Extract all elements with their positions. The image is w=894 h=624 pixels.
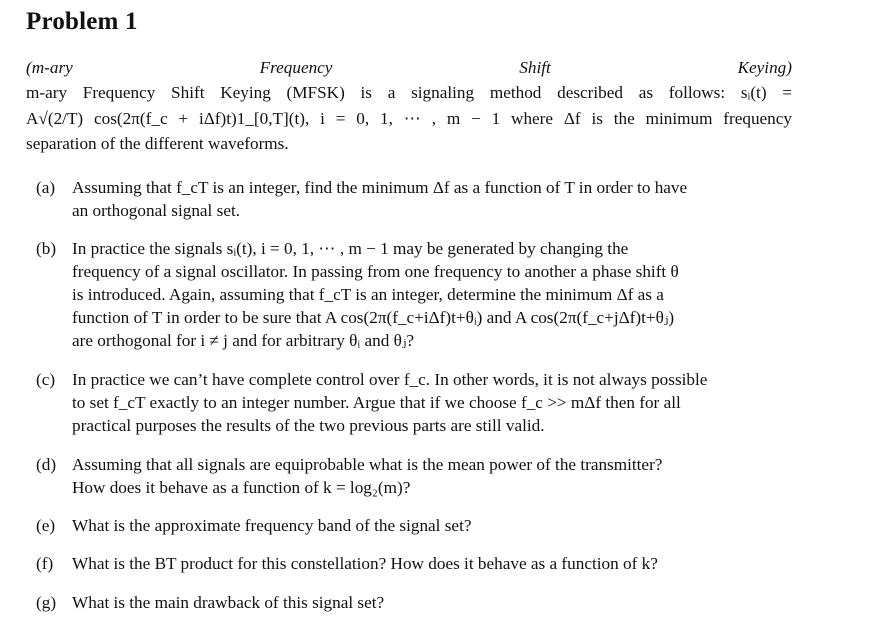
question-label: (e)	[36, 516, 56, 535]
problem-title: Problem 1	[26, 8, 138, 35]
question-line: What is the main drawback of this signal set?	[72, 593, 385, 612]
question-label: (c)	[36, 370, 56, 389]
question-label: (b)	[36, 239, 57, 258]
question-line: practical purposes the results of the two previous parts are still valid.	[72, 416, 545, 435]
intro-line-3: separation of the different waveforms.	[26, 133, 289, 153]
question-line: In practice the signals sᵢ(t), i = 0, 1, ⋯ , m − 1 may be generated by changing the	[72, 239, 629, 258]
question-line: Assuming that f_cT is an integer, find the minimum Δf as a function of T in order to have	[72, 178, 688, 197]
question-line: to set f_cT exactly to an integer number. Argue that if we choose f_c >> mΔf then for all	[72, 393, 681, 412]
question-line: Assuming that all signals are equiprobable what is the mean power of the transmitter?	[72, 455, 663, 474]
question-line: What is the approximate frequency band of the signal set?	[72, 516, 472, 535]
question-line: function of T in order to be sure that A cos(2π(f_c+iΔf)t+θᵢ) and A cos(2π(f_c+jΔf)t+θⱼ)	[72, 308, 675, 327]
problem-intro	[26, 55, 792, 156]
problem-subtitle: (m-ary Frequency Shift Keying)	[26, 58, 792, 77]
question-line: an orthogonal signal set.	[72, 201, 241, 220]
question-line: How does it behave as a function of k = log₂(m)?	[72, 478, 411, 497]
question-line: What is the BT product for this constellation? How does it behave as a function of k?	[72, 554, 658, 573]
question-line: is introduced. Again, assuming that f_cT is an integer, determine the minimum Δf as a	[72, 285, 664, 304]
question-line: are orthogonal for i ≠ j and for arbitrary θᵢ and θⱼ?	[72, 331, 415, 350]
question-label: (f)	[36, 554, 54, 573]
question-label: (g)	[36, 593, 57, 612]
intro-line-2: A√(2/T) cos(2π(f_c + iΔf)t)1_[0,T](t), i = 0, 1, ⋯ , m − 1 where Δf is the minimum frequency	[26, 108, 792, 128]
question-line: In practice we can’t have complete control over f_c. In other words, it is not always possible	[72, 370, 708, 389]
question-label: (a)	[36, 178, 56, 197]
question-label: (d)	[36, 455, 57, 474]
intro-line-1: m-ary Frequency Shift Keying (MFSK) is a signaling method described as follows: sᵢ(t) =	[26, 83, 792, 103]
question-line: frequency of a signal oscillator. In passing from one frequency to another a phase shift θ	[72, 262, 679, 281]
